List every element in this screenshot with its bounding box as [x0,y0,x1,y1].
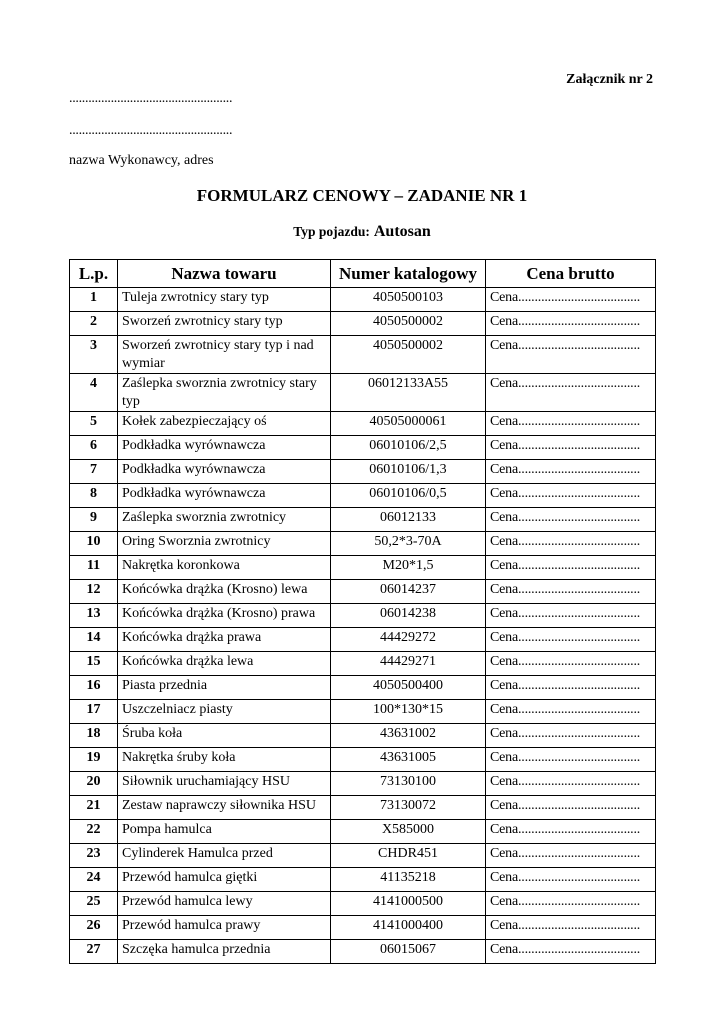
table-row [70,604,656,628]
row-lp: 13 [70,604,118,628]
row-price: Cena..................................... [486,844,656,868]
row-lp: 3 [70,336,118,374]
row-name: Przewód hamulca lewy [118,892,331,916]
row-name: Podkładka wyrównawcza [118,436,331,460]
table-row [70,700,656,724]
row-name: Oring Sworznia zwrotnicy [118,532,331,556]
row-name: Podkładka wyrównawcza [118,484,331,508]
row-lp: 7 [70,460,118,484]
column-header-lp: L.p. [70,260,118,288]
row-lp: 24 [70,868,118,892]
row-lp: 26 [70,916,118,940]
row-lp: 2 [70,312,118,336]
row-catalog: M20*1,5 [331,556,486,580]
row-name: Zestaw naprawczy siłownika HSU [118,796,331,820]
row-price: Cena..................................... [486,628,656,652]
row-catalog: 06012133 [331,508,486,532]
row-name: Końcówka drążka (Krosno) prawa [118,604,331,628]
table-row [70,820,656,844]
row-lp: 9 [70,508,118,532]
row-name: Piasta przednia [118,676,331,700]
row-catalog: 50,2*3-70A [331,532,486,556]
row-catalog: 4050500103 [331,288,486,312]
row-catalog: 4141000400 [331,916,486,940]
row-name: Sworzeń zwrotnicy stary typ i nad wymiar [118,336,331,374]
row-price: Cena..................................... [486,532,656,556]
row-lp: 17 [70,700,118,724]
row-name: Końcówka drążka lewa [118,652,331,676]
row-price: Cena..................................... [486,556,656,580]
form-title: FORMULARZ CENOWY – ZADANIE NR 1 [196,186,528,205]
row-lp: 21 [70,796,118,820]
row-price: Cena..................................... [486,460,656,484]
contractor-label: nazwa Wykonawcy, adres [69,153,214,168]
row-lp: 14 [70,628,118,652]
row-lp: 10 [70,532,118,556]
row-price: Cena..................................... [486,724,656,748]
row-catalog: 43631005 [331,748,486,772]
row-name: Sworzeń zwrotnicy stary typ [118,312,331,336]
row-price: Cena..................................... [486,796,656,820]
row-lp: 1 [70,288,118,312]
row-price: Cena..................................... [486,940,656,964]
table-header-row [70,260,656,288]
row-catalog: CHDR451 [331,844,486,868]
row-price: Cena..................................... [486,312,656,336]
row-catalog: X585000 [331,820,486,844]
row-price: Cena..................................... [486,676,656,700]
row-catalog: 73130072 [331,796,486,820]
row-catalog: 40505000061 [331,412,486,436]
row-lp: 22 [70,820,118,844]
row-price: Cena..................................... [486,508,656,532]
row-catalog: 100*130*15 [331,700,486,724]
row-catalog: 4050500002 [331,312,486,336]
row-price: Cena..................................... [486,916,656,940]
row-lp: 15 [70,652,118,676]
table-row [70,374,656,412]
row-catalog: 06010106/0,5 [331,484,486,508]
row-name: Śruba koła [118,724,331,748]
row-lp: 6 [70,436,118,460]
table-row [70,844,656,868]
vehicle-type [0,223,724,241]
row-price: Cena..................................... [486,820,656,844]
row-catalog: 06010106/2,5 [331,436,486,460]
table-row [70,460,656,484]
table-row [70,940,656,964]
table-row [70,796,656,820]
row-catalog: 4141000500 [331,892,486,916]
row-name: Szczęka hamulca przednia [118,940,331,964]
row-name: Przewód hamulca giętki [118,868,331,892]
row-lp: 19 [70,748,118,772]
row-lp: 12 [70,580,118,604]
row-price: Cena..................................... [486,772,656,796]
column-header-name: Nazwa towaru [118,260,331,288]
row-catalog: 06014237 [331,580,486,604]
table-row [70,916,656,940]
row-lp: 5 [70,412,118,436]
row-catalog: 73130100 [331,772,486,796]
table-row [70,868,656,892]
row-price: Cena..................................... [486,580,656,604]
row-name: Podkładka wyrównawcza [118,460,331,484]
table-row [70,556,656,580]
table-row [70,724,656,748]
row-name: Cylinderek Hamulca przed [118,844,331,868]
row-catalog: 4050500002 [331,336,486,374]
table-row [70,288,656,312]
row-lp: 8 [70,484,118,508]
row-catalog: 44429272 [331,628,486,652]
table-row [70,484,656,508]
vehicle-type-label: Typ pojazdu: [293,224,370,239]
row-lp: 25 [70,892,118,916]
row-price: Cena..................................... [486,288,656,312]
row-name: Końcówka drążka (Krosno) lewa [118,580,331,604]
row-name: Siłownik uruchamiający HSU [118,772,331,796]
row-name: Kołek zabezpieczający oś [118,412,331,436]
table-row [70,748,656,772]
price-table [69,259,656,964]
row-catalog: 41135218 [331,868,486,892]
table-row [70,892,656,916]
row-name: Przewód hamulca prawy [118,916,331,940]
table-row [70,336,656,374]
row-catalog: 06014238 [331,604,486,628]
column-header-catalog: Numer katalogowy [331,260,486,288]
row-lp: 23 [70,844,118,868]
row-price: Cena..................................... [486,374,656,412]
row-lp: 27 [70,940,118,964]
row-price: Cena..................................... [486,436,656,460]
table-row [70,676,656,700]
row-catalog: 06012133A55 [331,374,486,412]
row-catalog: 06010106/1,3 [331,460,486,484]
row-catalog: 43631002 [331,724,486,748]
row-price: Cena..................................... [486,604,656,628]
dotted-line-1: ................................................... [69,91,233,106]
table-row [70,436,656,460]
row-lp: 11 [70,556,118,580]
table-row [70,508,656,532]
row-name: Pompa hamulca [118,820,331,844]
row-name: Nakrętka śruby koła [118,748,331,772]
row-lp: 4 [70,374,118,412]
row-lp: 20 [70,772,118,796]
row-catalog: 44429271 [331,652,486,676]
row-catalog: 4050500400 [331,676,486,700]
table-row [70,628,656,652]
row-name: Tuleja zwrotnicy stary typ [118,288,331,312]
vehicle-type-value: Autosan [373,223,431,240]
table-row [70,652,656,676]
row-price: Cena..................................... [486,868,656,892]
table-row [70,580,656,604]
row-name: Uszczelniacz piasty [118,700,331,724]
row-price: Cena..................................... [486,892,656,916]
table-row [70,312,656,336]
table-row [70,412,656,436]
row-price: Cena..................................... [486,336,656,374]
row-name: Zaślepka sworznia zwrotnicy stary typ [118,374,331,412]
row-price: Cena..................................... [486,748,656,772]
dotted-line-2: ................................................... [69,123,233,138]
row-price: Cena..................................... [486,700,656,724]
table-row [70,532,656,556]
row-price: Cena..................................... [486,484,656,508]
row-lp: 18 [70,724,118,748]
row-name: Końcówka drążka prawa [118,628,331,652]
row-lp: 16 [70,676,118,700]
row-name: Nakrętka koronkowa [118,556,331,580]
row-name: Zaślepka sworznia zwrotnicy [118,508,331,532]
annex-label: Załącznik nr 2 [566,72,653,87]
row-catalog: 06015067 [331,940,486,964]
table-row [70,772,656,796]
row-price: Cena..................................... [486,652,656,676]
row-price: Cena..................................... [486,412,656,436]
column-header-price: Cena brutto [486,260,656,288]
